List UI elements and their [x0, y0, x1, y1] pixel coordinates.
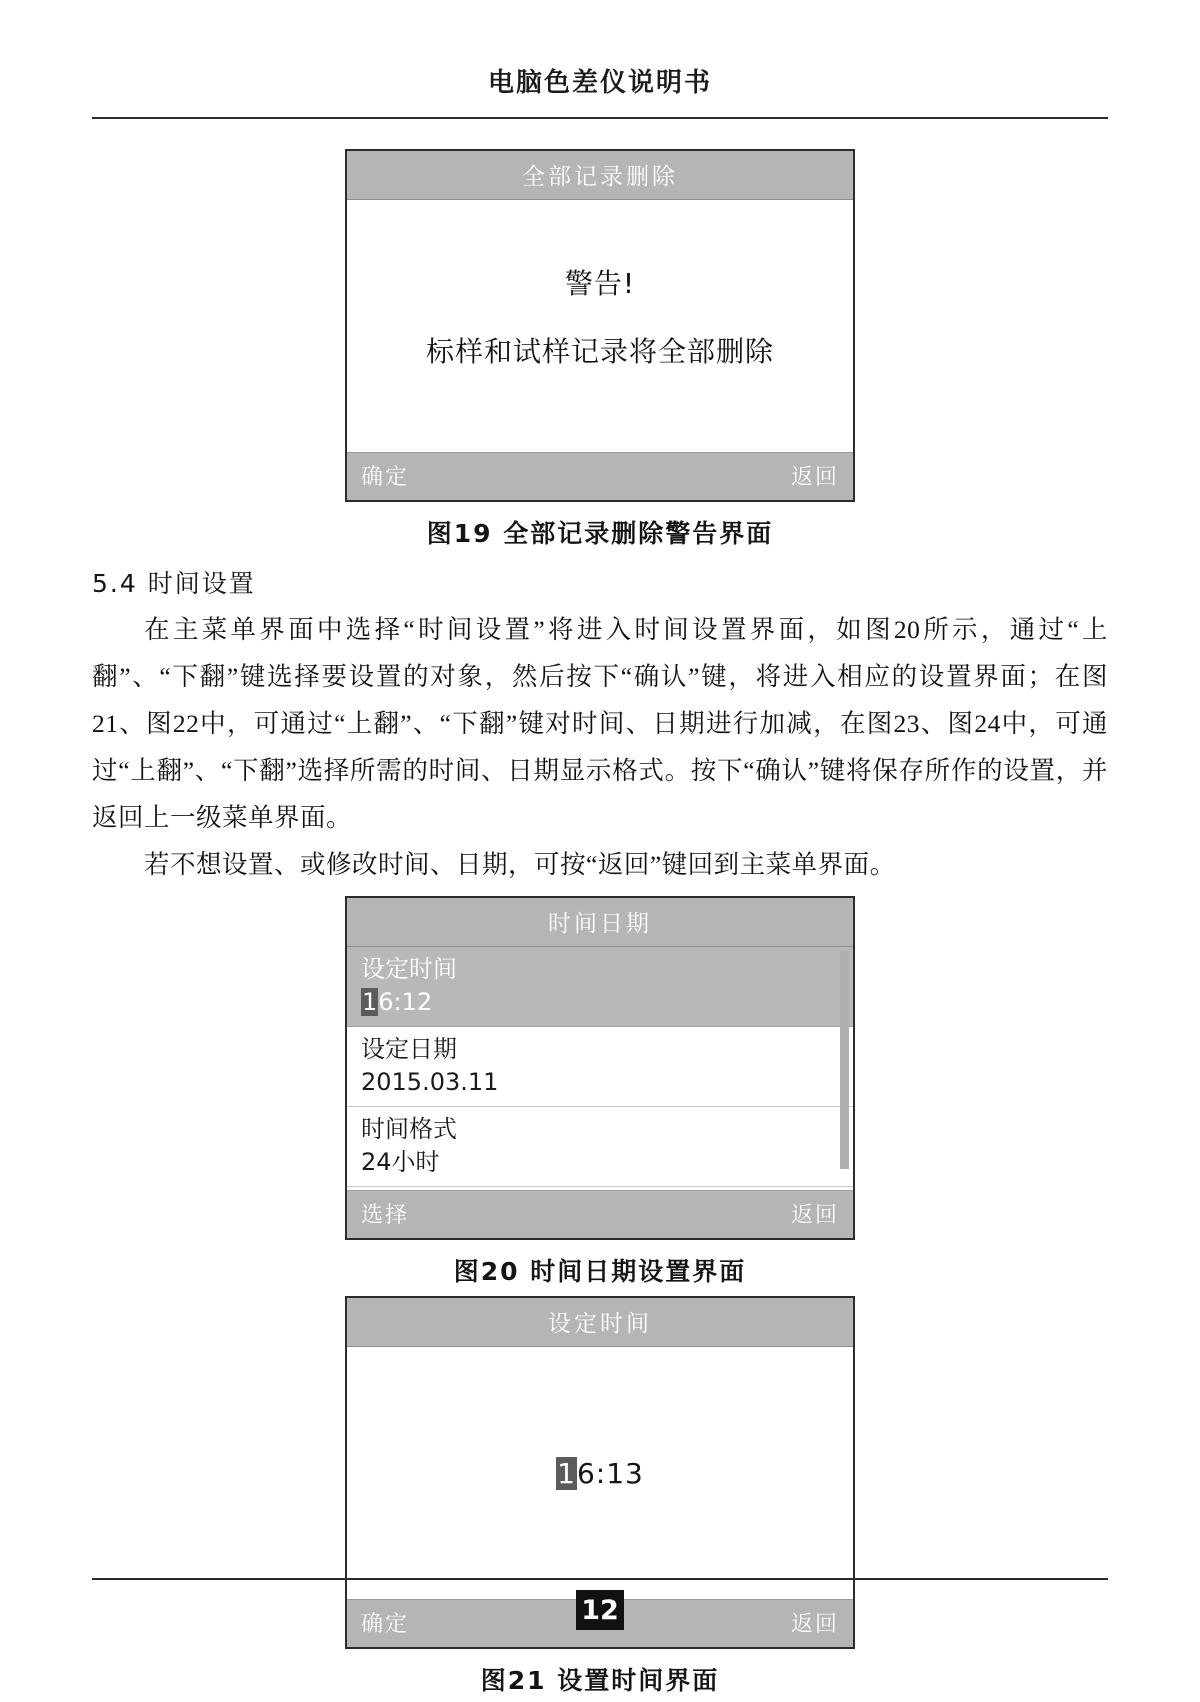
- cursor-highlight: 1: [557, 1456, 576, 1490]
- section-paragraph-2: 若不想设置、或修改时间、日期，可按“返回”键回到主菜单界面。: [144, 850, 896, 879]
- screen-body: [347, 947, 853, 1190]
- screen-footer: [347, 1190, 853, 1238]
- list-item-set-time[interactable]: [347, 947, 853, 1027]
- scrollbar-thumb[interactable]: [840, 951, 849, 1169]
- device-screen-delete-warning: [345, 149, 855, 502]
- footer-divider: [92, 1578, 1108, 1580]
- figure-caption-19: 图19 全部记录删除警告界面: [426, 519, 774, 548]
- softkey-confirm[interactable]: 确定: [361, 1612, 410, 1637]
- warning-heading: 警告!: [564, 267, 636, 300]
- figure-caption-20: 图20 时间日期设置界面: [453, 1257, 747, 1286]
- screen-footer: [347, 452, 853, 500]
- list-item-value: 2015.03.11: [361, 1068, 499, 1096]
- warning-message: 标样和试样记录将全部删除: [425, 335, 774, 368]
- page-footer: [92, 1578, 1108, 1630]
- softkey-back[interactable]: 返回: [790, 1203, 839, 1228]
- softkey-back[interactable]: 返回: [790, 1612, 839, 1637]
- screen-body: [347, 200, 853, 452]
- list-item-value: [361, 985, 839, 1019]
- section-heading-5-4: 5.4 时间设置: [92, 569, 256, 598]
- softkey-confirm[interactable]: 确定: [361, 465, 410, 490]
- screen-titlebar: 全部记录删除: [347, 151, 853, 200]
- list-item-value: 24小时: [361, 1148, 440, 1176]
- header-divider: [92, 117, 1108, 119]
- page-number: 12: [576, 1590, 624, 1630]
- screen-body: [347, 1347, 853, 1599]
- softkey-select[interactable]: 选择: [361, 1203, 410, 1228]
- section-paragraph-1: 在主菜单界面中选择“时间设置”将进入时间设置界面，如图20所示，通过“上翻”、“下翻”键选择要设置的对象，然后按下“确认”键，将进入相应的设置界面；在图21、图22中，可通过“上翻”、“下翻”键对时间、日期进行加减，在图23、图24中，可通过“上翻”、“下翻”选择所需的时间、日期显示格式。按下“确认”键将保存所作的设置，并返回上一级菜单界面。: [92, 615, 1108, 832]
- screen-titlebar: 设定时间: [347, 1298, 853, 1347]
- list-item-value-rest: 6:12: [378, 988, 433, 1016]
- cursor-highlight: 1: [362, 988, 378, 1016]
- device-screen-time-date: [345, 896, 855, 1240]
- figure-caption-21: 图21 设置时间界面: [480, 1666, 720, 1695]
- screen-titlebar: 时间日期: [347, 898, 853, 947]
- time-value-editor[interactable]: [556, 1457, 644, 1490]
- list-item-label: 设定日期: [361, 1035, 457, 1063]
- list-item-label: 设定时间: [361, 955, 457, 983]
- softkey-back[interactable]: 返回: [790, 465, 839, 490]
- list-item-label: [361, 1189, 839, 1190]
- list-item-time-format[interactable]: [347, 1107, 853, 1187]
- time-value-rest: 6:13: [576, 1456, 644, 1490]
- list-item-set-date[interactable]: [347, 1027, 853, 1107]
- document-title: 电脑色差仪说明书: [487, 68, 712, 98]
- page-header: [92, 0, 1108, 119]
- list-item-date-format[interactable]: [347, 1187, 853, 1190]
- list-item-label: 时间格式: [361, 1115, 457, 1143]
